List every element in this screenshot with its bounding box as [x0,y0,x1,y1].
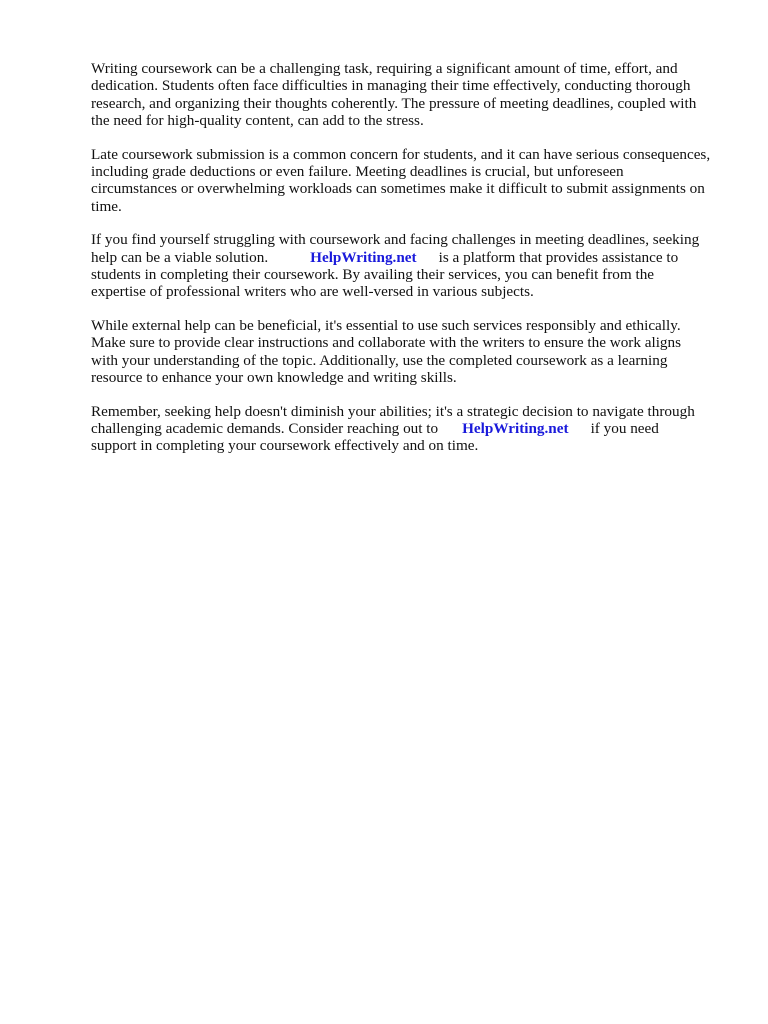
paragraph-1 [91,60,761,130]
paragraph-text: if you need [590,419,659,437]
paragraph-line: the need for high-quality content, can add to the stress. [91,112,424,130]
paragraph-text: is a platform that provides assistance to [438,248,679,266]
paragraph-4 [91,317,761,387]
paragraph-line: Late coursework submission is a common concern for students, and it can have serious consequences, [91,145,711,163]
paragraph-line: Remember, seeking help doesn't diminish your abilities; it's a strategic decision to navigate through [91,402,695,420]
paragraph-line: support in completing your coursework effectively and on time. [91,437,479,455]
paragraph-text: challenging academic demands. Consider reaching out to [91,419,439,437]
helpwriting-link[interactable]: HelpWriting.net [310,248,417,266]
paragraph-5 [91,403,761,455]
paragraph-line: expertise of professional writers who are well-versed in various subjects. [91,283,534,301]
paragraph-2 [91,146,761,216]
paragraph-line: including grade deductions or even failure. Meeting deadlines is crucial, but unforeseen [91,163,624,181]
paragraph-line: students in completing their coursework. By availing their services, you can benefit from the [91,266,655,284]
paragraph-line: circumstances or overwhelming workloads can sometimes make it difficult to submit assignments on [91,180,705,198]
paragraph-line: research, and organizing their thoughts coherently. The pressure of meeting deadlines, coupled with [91,94,697,112]
paragraph-line: with your understanding of the topic. Additionally, use the completed coursework as a learning [91,351,668,369]
paragraph-line: If you find yourself struggling with coursework and facing challenges in meeting deadlines, seeking [91,231,700,249]
paragraph-line: dedication. Students often face difficulties in managing their time effectively, conducting thorough [91,77,691,95]
paragraph-line [91,249,761,266]
paragraph-line: Writing coursework can be a challenging task, requiring a significant amount of time, effort, and [91,60,678,77]
document-page [91,60,761,471]
paragraph-line: While external help can be beneficial, it's essential to use such services responsibly and ethically. [91,316,681,334]
helpwriting-link[interactable]: HelpWriting.net [462,419,569,437]
paragraph-text: help can be a viable solution. [91,248,269,266]
paragraph-line: time. [91,197,122,215]
paragraph-line [91,420,761,437]
paragraph-line: Make sure to provide clear instructions and collaborate with the writers to ensure the work aligns [91,334,682,352]
paragraph-3 [91,231,761,301]
paragraph-line: resource to enhance your own knowledge and writing skills. [91,369,457,387]
